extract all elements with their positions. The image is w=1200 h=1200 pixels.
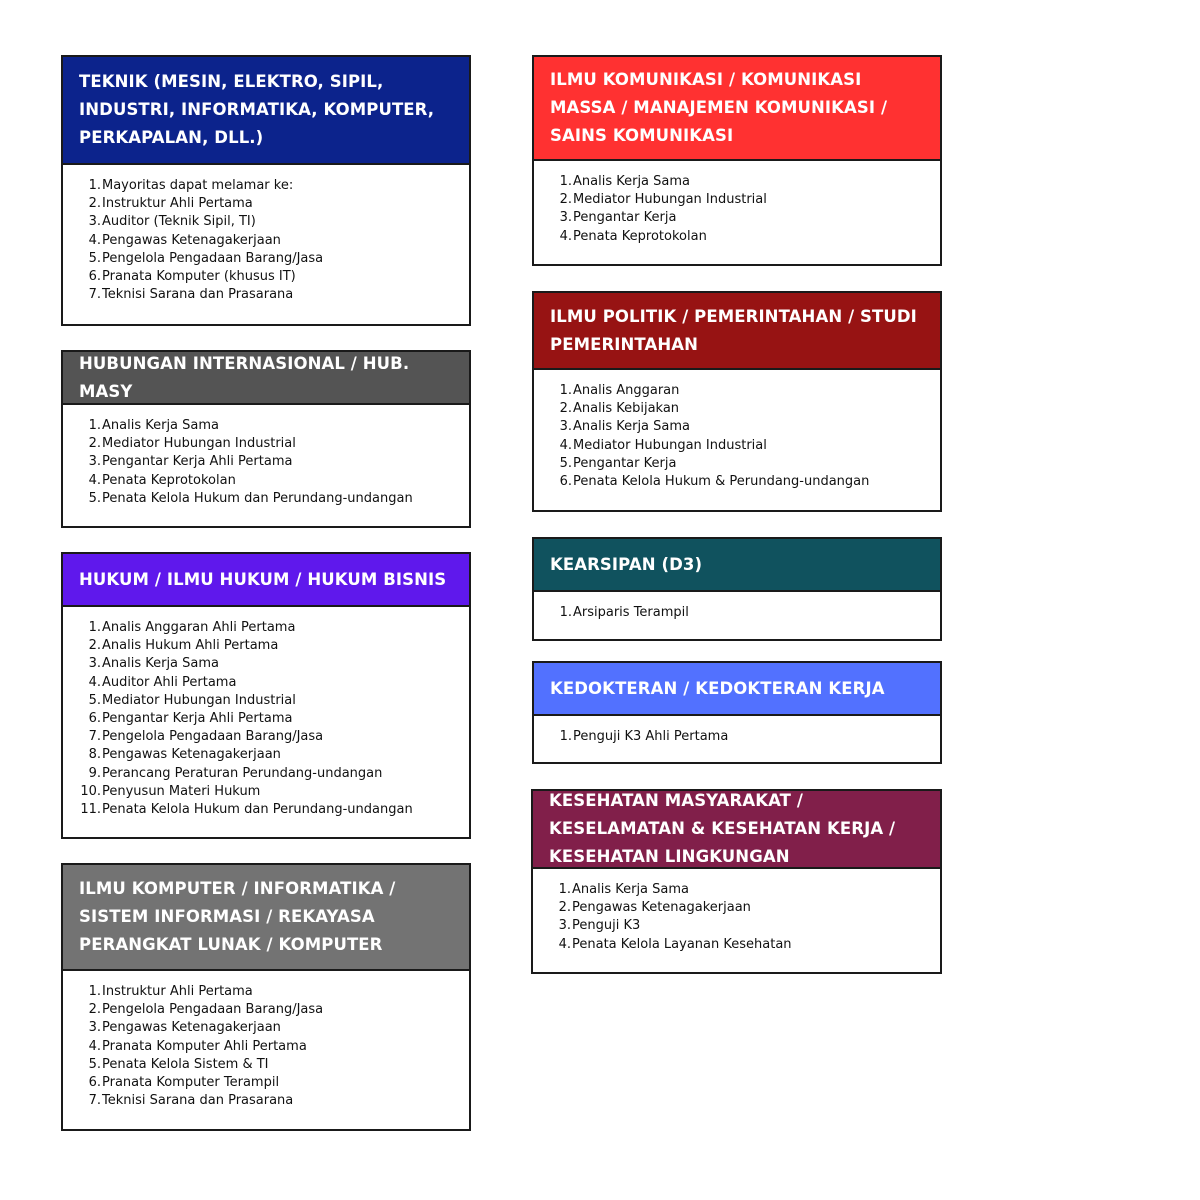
list-item (533, 936, 940, 954)
list-item-number: 1. (88, 984, 101, 999)
list-item (63, 286, 469, 304)
list-item-number: 9. (88, 765, 101, 781)
list-item-number: 8. (88, 747, 101, 763)
list-item-number: 2. (88, 196, 101, 212)
list-item-number: 1. (88, 418, 101, 433)
list-item (534, 604, 940, 622)
list-item (534, 437, 940, 455)
list-item-text: Pengantar Kerja Ahli Pertama (102, 454, 293, 470)
list-item-text: Auditor (Teknik Sipil, TI) (102, 214, 256, 230)
list-item (63, 765, 469, 783)
card-list (534, 370, 940, 491)
list-item-text: Mediator Hubungan Industrial (573, 192, 767, 208)
list-item-text: Instruktur Ahli Pertama (102, 984, 253, 999)
list-item-text: Penguji K3 (572, 918, 641, 934)
list-item (534, 473, 940, 491)
list-item-number: 2. (558, 900, 571, 916)
list-item-number: 4. (88, 1038, 101, 1054)
list-item-text: Mayoritas dapat melamar ke: (102, 178, 294, 193)
card-hukum (61, 552, 471, 839)
list-item (63, 637, 469, 655)
list-item (63, 746, 469, 764)
list-item-text: Pengelola Pengadaan Barang/Jasa (102, 1002, 324, 1018)
card-ilmu-komputer (61, 863, 471, 1131)
list-item (63, 1092, 469, 1110)
list-item-number: 5. (559, 455, 572, 471)
list-item (63, 490, 469, 508)
list-item (63, 417, 469, 435)
list-item-text: Pengantar Kerja (573, 455, 677, 471)
list-item (534, 455, 940, 473)
list-item-text: Penguji K3 Ahli Pertama (573, 729, 729, 744)
list-item-number: 1. (558, 882, 571, 897)
card-header (63, 352, 469, 405)
card-header (534, 663, 940, 716)
list-item-text: Instruktur Ahli Pertama (102, 196, 253, 212)
list-item-text: Pengawas Ketenagakerjaan (102, 1020, 281, 1036)
list-item (63, 1056, 469, 1074)
list-item (534, 382, 940, 400)
list-item (63, 674, 469, 692)
list-item-text: Pengawas Ketenagakerjaan (102, 232, 281, 248)
card-list (534, 161, 940, 246)
list-item-text: Teknisi Sarana dan Prasarana (102, 1093, 294, 1109)
list-item (63, 1038, 469, 1056)
list-item (534, 228, 940, 246)
list-item-number: 1. (559, 383, 572, 398)
list-item-text: Analis Kebijakan (573, 401, 680, 417)
list-item (63, 783, 469, 801)
list-item-text: Analis Kerja Sama (572, 882, 690, 897)
list-item (63, 1001, 469, 1019)
list-item-number: 5. (88, 490, 101, 506)
card-list (63, 971, 469, 1110)
list-item-text: Perancang Peraturan Perundang-undangan (102, 765, 383, 781)
list-item-number: 2. (88, 436, 101, 452)
list-item-text: Pengantar Kerja (573, 210, 677, 226)
list-item-number: 5. (88, 1056, 101, 1072)
card-title: KEARSIPAN (D3) (550, 554, 703, 574)
card-list (534, 716, 940, 746)
list-item-number: 3. (88, 1020, 101, 1036)
list-item-number: 7. (88, 1093, 101, 1109)
card-header (534, 57, 940, 161)
list-item-number: 1. (88, 620, 101, 635)
list-item-text: Pengelola Pengadaan Barang/Jasa (102, 250, 324, 266)
list-item (63, 435, 469, 453)
list-item (63, 983, 469, 1001)
list-item-text: Penata Keprotokolan (573, 228, 707, 244)
list-item (533, 917, 940, 935)
card-list (534, 592, 940, 622)
list-item-text: Pranata Komputer Terampil (102, 1075, 280, 1091)
list-item (63, 453, 469, 471)
list-item (534, 400, 940, 418)
list-item-number: 7. (88, 287, 101, 303)
list-item-number: 4. (559, 228, 572, 244)
list-item-number: 7. (88, 729, 101, 745)
card-header (63, 554, 469, 607)
list-item (63, 710, 469, 728)
list-item-number: 4. (559, 437, 572, 453)
card-kearsipan (532, 537, 942, 641)
list-item (534, 728, 940, 746)
list-item-text: Mediator Hubungan Industrial (102, 692, 296, 708)
card-title: ILMU KOMUNIKASI / KOMUNIKASI MASSA / MANAJEMEN KOMUNIKASI / SAINS KOMUNIKASI (550, 70, 888, 145)
list-item-number: 3. (558, 918, 571, 934)
list-item-number: 5. (88, 692, 101, 708)
list-item-text: Analis Kerja Sama (102, 656, 220, 672)
list-item-number: 4. (558, 936, 571, 952)
card-ilmu-komunikasi (532, 55, 942, 266)
list-item-number: 6. (88, 711, 101, 727)
card-header (63, 57, 469, 165)
card-title: ILMU KOMPUTER / INFORMATIKA / SISTEM INFORMASI / REKAYASA PERANGKAT LUNAK / KOMPUTER (79, 879, 396, 954)
list-item-text: Analis Anggaran Ahli Pertama (102, 620, 296, 635)
list-item-number: 1. (559, 729, 572, 744)
list-item-number: 4. (88, 674, 101, 690)
list-item-number: 2. (88, 638, 101, 654)
list-item-number: 3. (88, 454, 101, 470)
list-item-number: 6. (88, 269, 101, 285)
list-item-text: Pranata Komputer (khusus IT) (102, 269, 296, 285)
list-item-number: 3. (559, 210, 572, 226)
list-item-number: 2. (559, 192, 572, 208)
card-kedokteran (532, 661, 942, 764)
list-item (533, 899, 940, 917)
list-item (63, 692, 469, 710)
list-item-number: 1. (88, 178, 101, 193)
card-title: TEKNIK (MESIN, ELEKTRO, SIPIL, INDUSTRI, INFORMATIKA, KOMPUTER, PERKAPALAN, DLL.) (79, 72, 435, 147)
list-item (63, 801, 469, 819)
list-item-text: Analis Kerja Sama (573, 174, 691, 189)
card-title: KESEHATAN MASYARAKAT / KESELAMATAN & KESEHATAN KERJA / KESEHATAN LINGKUNGAN (549, 791, 896, 866)
list-item (63, 268, 469, 286)
list-item-text: Penata Kelola Hukum dan Perundang-undangan (102, 490, 413, 506)
card-title: ILMU POLITIK / PEMERINTAHAN / STUDI PEMERINTAHAN (550, 306, 917, 354)
list-item-text: Analis Kerja Sama (102, 418, 220, 433)
list-item-number: 1. (559, 174, 572, 189)
card-kesehatan-masyarakat (531, 789, 942, 974)
list-item (63, 1074, 469, 1092)
card-header (63, 865, 469, 971)
list-item (534, 418, 940, 436)
list-item (533, 881, 940, 899)
list-item-number: 4. (88, 472, 101, 488)
list-item (63, 250, 469, 268)
list-item (534, 209, 940, 227)
card-list (533, 869, 940, 954)
list-item-text: Auditor Ahli Pertama (102, 674, 237, 690)
list-item-text: Pranata Komputer Ahli Pertama (102, 1038, 307, 1054)
card-ilmu-politik (532, 291, 942, 512)
list-item-number: 5. (88, 250, 101, 266)
list-item-text: Mediator Hubungan Industrial (573, 437, 767, 453)
list-item-text: Pengawas Ketenagakerjaan (102, 747, 281, 763)
list-item (63, 619, 469, 637)
list-item-text: Arsiparis Terampil (573, 605, 689, 620)
card-hubungan-internasional (61, 350, 471, 528)
card-list (63, 607, 469, 819)
card-title: HUBUNGAN INTERNASIONAL / HUB. MASY (79, 353, 410, 401)
list-item-text: Pengantar Kerja Ahli Pertama (102, 711, 293, 727)
list-item (63, 1019, 469, 1037)
list-item-number: 11. (80, 802, 101, 818)
list-item-text: Penyusun Materi Hukum (102, 783, 261, 799)
card-list (63, 405, 469, 508)
list-item-text: Analis Hukum Ahli Pertama (102, 638, 279, 654)
card-title: KEDOKTERAN / KEDOKTERAN KERJA (550, 678, 885, 698)
card-header (533, 791, 940, 869)
card-teknik (61, 55, 471, 326)
list-item (63, 232, 469, 250)
list-item (63, 177, 469, 195)
card-list (63, 165, 469, 304)
list-item-text: Mediator Hubungan Industrial (102, 436, 296, 452)
list-item-text: Analis Anggaran (573, 383, 680, 398)
list-item-text: Pengawas Ketenagakerjaan (572, 900, 751, 916)
list-item-text: Teknisi Sarana dan Prasarana (102, 287, 294, 303)
list-item-number: 10. (80, 783, 101, 799)
list-item-number: 4. (88, 232, 101, 248)
list-item (63, 195, 469, 213)
list-item-text: Penata Kelola Hukum & Perundang-undangan (573, 474, 870, 490)
list-item-number: 3. (88, 214, 101, 230)
list-item-text: Penata Kelola Hukum dan Perundang-undangan (102, 802, 413, 818)
card-header (534, 539, 940, 592)
card-header (534, 293, 940, 370)
list-item-text: Penata Kelola Layanan Kesehatan (572, 936, 792, 952)
list-item (63, 728, 469, 746)
list-item (63, 655, 469, 673)
card-title: HUKUM / ILMU HUKUM / HUKUM BISNIS (79, 569, 447, 589)
list-item (63, 472, 469, 490)
list-item-text: Analis Kerja Sama (573, 419, 691, 435)
list-item-text: Penata Kelola Sistem & TI (102, 1056, 269, 1072)
list-item-number: 3. (559, 419, 572, 435)
list-item (534, 191, 940, 209)
list-item (534, 173, 940, 191)
list-item-number: 6. (559, 474, 572, 490)
list-item-number: 2. (88, 1002, 101, 1018)
list-item-number: 3. (88, 656, 101, 672)
list-item-text: Penata Keprotokolan (102, 472, 236, 488)
list-item-text: Pengelola Pengadaan Barang/Jasa (102, 729, 324, 745)
list-item-number: 1. (559, 605, 572, 620)
list-item (63, 213, 469, 231)
list-item-number: 6. (88, 1075, 101, 1091)
list-item-number: 2. (559, 401, 572, 417)
